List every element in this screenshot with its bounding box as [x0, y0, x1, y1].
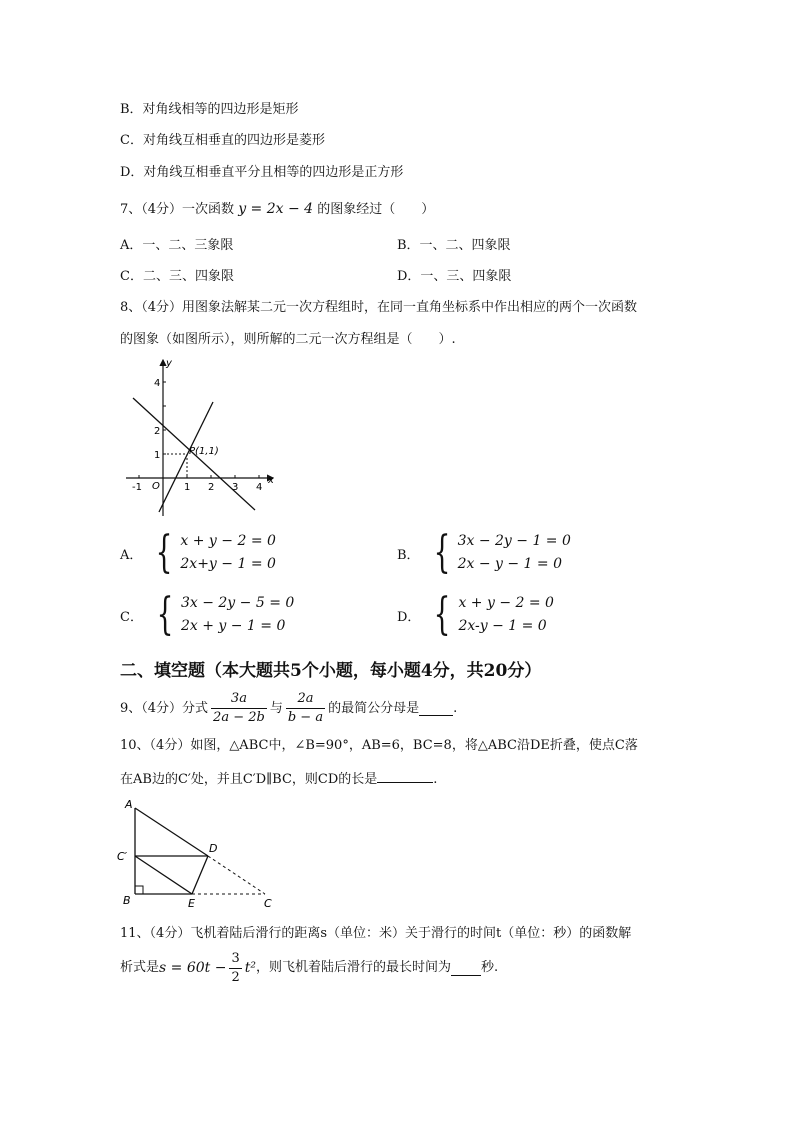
q8-coordinate-graph: [118, 356, 278, 521]
equation-2: 2x − y − 1 = 0: [457, 556, 562, 572]
q7-option-b: B．一、二、四象限: [397, 238, 511, 253]
q7-option-d: D．一、三、四象限: [397, 269, 512, 284]
origin-label: O: [152, 481, 160, 492]
q11-fraction: [229, 950, 241, 987]
numerator: 3: [229, 950, 241, 969]
label-c: C: [264, 897, 272, 910]
numerator: 3a: [211, 690, 267, 709]
answer-blank[interactable]: [419, 701, 453, 716]
q11-formula-left: s = 60t −: [159, 960, 227, 976]
q11-mid: ，则飞机着陆后滑行的最长时间为: [255, 960, 451, 975]
brace-icon: {: [434, 589, 451, 640]
q7-stem: [120, 199, 434, 220]
option-label: A．: [120, 547, 143, 563]
equation-1: x + y − 2 = 0: [458, 595, 554, 611]
q11-formula-right: t²: [244, 960, 256, 976]
q9-prefix: 9、（4分）分式: [120, 700, 209, 716]
label-b: B: [123, 894, 131, 907]
q6-option-d: D．对角线互相垂直平分且相等的四边形是正方形: [120, 165, 404, 180]
q7-suffix: 的图象经过（ ）: [317, 202, 435, 217]
q7-option-c: C．二、三、四象限: [120, 269, 234, 284]
equation-1: 3x − 2y − 1 = 0: [457, 533, 571, 549]
label-c-prime: C′: [117, 850, 128, 863]
brace-icon: {: [156, 589, 174, 640]
equation-2: 2x + y − 1 = 0: [180, 618, 286, 634]
q7-function: y = 2x − 4: [238, 201, 314, 217]
equation-1: 3x − 2y − 5 = 0: [180, 595, 295, 611]
q8-option-d: [397, 589, 554, 640]
line-increasing: [159, 402, 213, 512]
x-axis-label: x: [268, 475, 274, 486]
equation-2: 2x-y − 1 = 0: [458, 618, 547, 634]
q8-option-c: [120, 589, 295, 640]
x-tick-3: 3: [232, 482, 239, 493]
option-label: B．: [397, 547, 420, 563]
brace-icon: {: [433, 527, 450, 578]
denominator: 2: [231, 969, 240, 985]
q8-option-b: [397, 527, 571, 578]
q10-stem-text: 在AB边的C′处，并且C′D∥BC，则CD的长是: [120, 772, 378, 787]
q7-prefix: 7、（4分）一次函数: [120, 202, 235, 217]
q6-option-c: C．对角线互相垂直的四边形是菱形: [120, 133, 325, 148]
q7-option-a: A．一、二、三象限: [120, 238, 234, 253]
q9-fraction-1: [211, 690, 267, 727]
q8-option-a: [120, 527, 276, 578]
denominator: 2a − 2b: [213, 710, 265, 725]
point-p-label: P(1,1): [189, 446, 219, 457]
answer-blank[interactable]: [377, 768, 433, 783]
x-tick-neg1: -1: [132, 482, 142, 493]
label-e: E: [188, 897, 195, 910]
q9-mid: 与: [269, 700, 283, 716]
denominator: b − a: [287, 710, 324, 725]
q10-stem-line1: 10、（4分）如图，△ABC中，∠B=90°，AB=6，BC=8，将△ABC沿DE折叠，使点C落: [120, 738, 638, 753]
x-tick-1: 1: [184, 482, 191, 493]
q10-triangle-figure: [115, 796, 285, 911]
q10-stem-line2: [120, 768, 437, 790]
section-title: 二、填空题（本大题共5个小题，每小题4分，共20分）: [120, 661, 542, 681]
y-axis-label: y: [166, 358, 172, 369]
equation-2: 2x+y − 1 = 0: [180, 556, 276, 572]
label-a: A: [125, 798, 133, 811]
option-label: C．: [120, 609, 143, 625]
label-d: D: [209, 842, 218, 855]
y-tick-2: 2: [154, 426, 161, 437]
x-tick-2: 2: [208, 482, 215, 493]
q11-end: 秒.: [481, 960, 499, 975]
y-tick-4: 4: [154, 378, 161, 389]
q9-end: .: [453, 700, 458, 716]
brace-icon: {: [155, 527, 173, 578]
q9-stem: [120, 690, 457, 727]
q8-stem-line1: 8、（4分）用图象法解某二元一次方程组时，在同一直角坐标系中作出相应的两个一次函数: [120, 300, 638, 315]
x-tick-4: 4: [256, 482, 263, 493]
answer-blank[interactable]: [451, 961, 481, 976]
q9-fraction-2: [286, 690, 325, 727]
q9-suffix: 的最简公分母是: [328, 700, 420, 716]
q6-option-b: B．对角线相等的四边形是矩形: [120, 102, 299, 117]
option-label: D．: [397, 609, 421, 625]
equation-1: x + y − 2 = 0: [180, 533, 276, 549]
q8-stem-line2: 的图象（如图所示），则所解的二元一次方程组是（ ）.: [120, 332, 456, 347]
q11-prefix: 析式是: [120, 960, 160, 975]
q11-stem-line2: [120, 949, 498, 987]
y-tick-1: 1: [154, 450, 161, 461]
q11-stem-line1: 11、（4分）飞机着陆后滑行的距离s（单位：米）关于滑行的时间t（单位：秒）的函数解: [120, 926, 632, 941]
q10-end: .: [433, 772, 438, 787]
numerator: 2a: [286, 690, 325, 709]
